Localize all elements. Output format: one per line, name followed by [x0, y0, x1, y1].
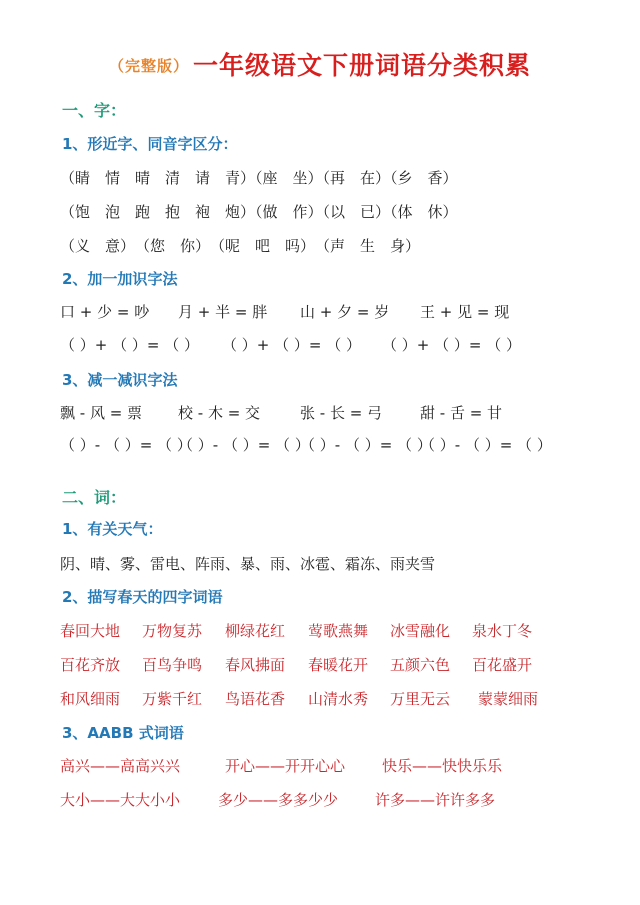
subheading-subtraction-method: 3、减一减识字法	[62, 371, 178, 389]
aabb-word: 许多——许许多多	[375, 791, 496, 809]
aabb-word: 多少——多多少少	[218, 791, 339, 809]
addition-blank: （ ）+ （ ）= （ ）	[222, 336, 361, 354]
spring-idiom: 万里无云	[390, 690, 451, 708]
subtraction-equation: 校 - 木 = 交	[178, 404, 261, 422]
character-group-line-1: （睛 情 晴 清 请 青）（座 坐）（再 在）（乡 香）	[60, 169, 458, 187]
aabb-word: 快乐——快快乐乐	[382, 757, 503, 775]
subtraction-blank: （ ）- （ ）= （ ）	[178, 436, 310, 454]
subtraction-equation: 张 - 长 = 弓	[300, 404, 383, 422]
spring-idiom: 万紫千红	[142, 690, 203, 708]
subheading-similar-characters: 1、形近字、同音字区分：	[62, 135, 238, 153]
spring-idiom: 柳绿花红	[225, 622, 286, 640]
section-heading-characters: 一、字：	[62, 101, 127, 120]
spring-idiom: 泉水丁冬	[472, 622, 533, 640]
spring-idiom: 春暖花开	[308, 656, 369, 674]
weather-words: 阴、晴、雾、雷电、阵雨、暴、雨、冰雹、霜冻、雨夹雪	[60, 555, 436, 573]
subtraction-equation: 飘 - 风 = 票	[60, 404, 143, 422]
subheading-addition-method: 2、加一加识字法	[62, 270, 178, 288]
subtraction-blank: （ ）- （ ）= （ ）	[300, 436, 432, 454]
spring-idiom: 万物复苏	[142, 622, 203, 640]
spring-idiom: 百鸟争鸣	[142, 656, 203, 674]
spring-idiom: 蒙蒙细雨	[478, 690, 539, 708]
spring-idiom: 百花齐放	[60, 656, 121, 674]
addition-equation: 口 + 少 = 吵	[60, 303, 150, 321]
subtraction-blank: （ ）- （ ）= （ ）	[420, 436, 552, 454]
character-group-line-3: （义 意） （您 你） （呢 吧 吗） （声 生 身）	[60, 237, 421, 255]
addition-equation: 月 + 半 = 胖	[178, 303, 268, 321]
subheading-spring-idioms: 2、描写春天的四字词语	[62, 588, 223, 606]
subtraction-blank: （ ）- （ ）= （ ）	[60, 436, 192, 454]
spring-idiom: 五颜六色	[390, 656, 451, 674]
spring-idiom: 山清水秀	[308, 690, 369, 708]
spring-idiom: 春回大地	[60, 622, 121, 640]
subheading-weather: 1、有关天气：	[62, 520, 163, 538]
section-heading-words: 二、词：	[62, 488, 127, 507]
spring-idiom: 莺歌燕舞	[308, 622, 369, 640]
subtraction-equation: 甜 - 舌 = 甘	[420, 404, 503, 422]
aabb-word: 开心——开开心心	[225, 757, 346, 775]
spring-idiom: 和风细雨	[60, 690, 121, 708]
spring-idiom: 鸟语花香	[225, 690, 286, 708]
spring-idiom: 百花盛开	[472, 656, 533, 674]
title-main: 一年级语文下册词语分类积累	[193, 51, 532, 80]
subheading-aabb-words: 3、AABB 式词语	[62, 724, 184, 742]
title-prefix: （完整版）	[108, 57, 189, 75]
addition-equation: 王 + 见 = 现	[420, 303, 510, 321]
spring-idiom: 春风拂面	[225, 656, 286, 674]
aabb-word: 大小——大大小小	[60, 791, 181, 809]
addition-blank: （ ）+ （ ）= （ ）	[382, 336, 521, 354]
addition-equation: 山 + 夕 = 岁	[300, 303, 390, 321]
document-title	[0, 46, 640, 82]
character-group-line-2: （饱 泡 跑 抱 袍 炮）（做 作）（以 已）（体 休）	[60, 203, 458, 221]
addition-blank: （ ）+ （ ）= （ ）	[60, 336, 199, 354]
aabb-word: 高兴——高高兴兴	[60, 757, 181, 775]
spring-idiom: 冰雪融化	[390, 622, 451, 640]
